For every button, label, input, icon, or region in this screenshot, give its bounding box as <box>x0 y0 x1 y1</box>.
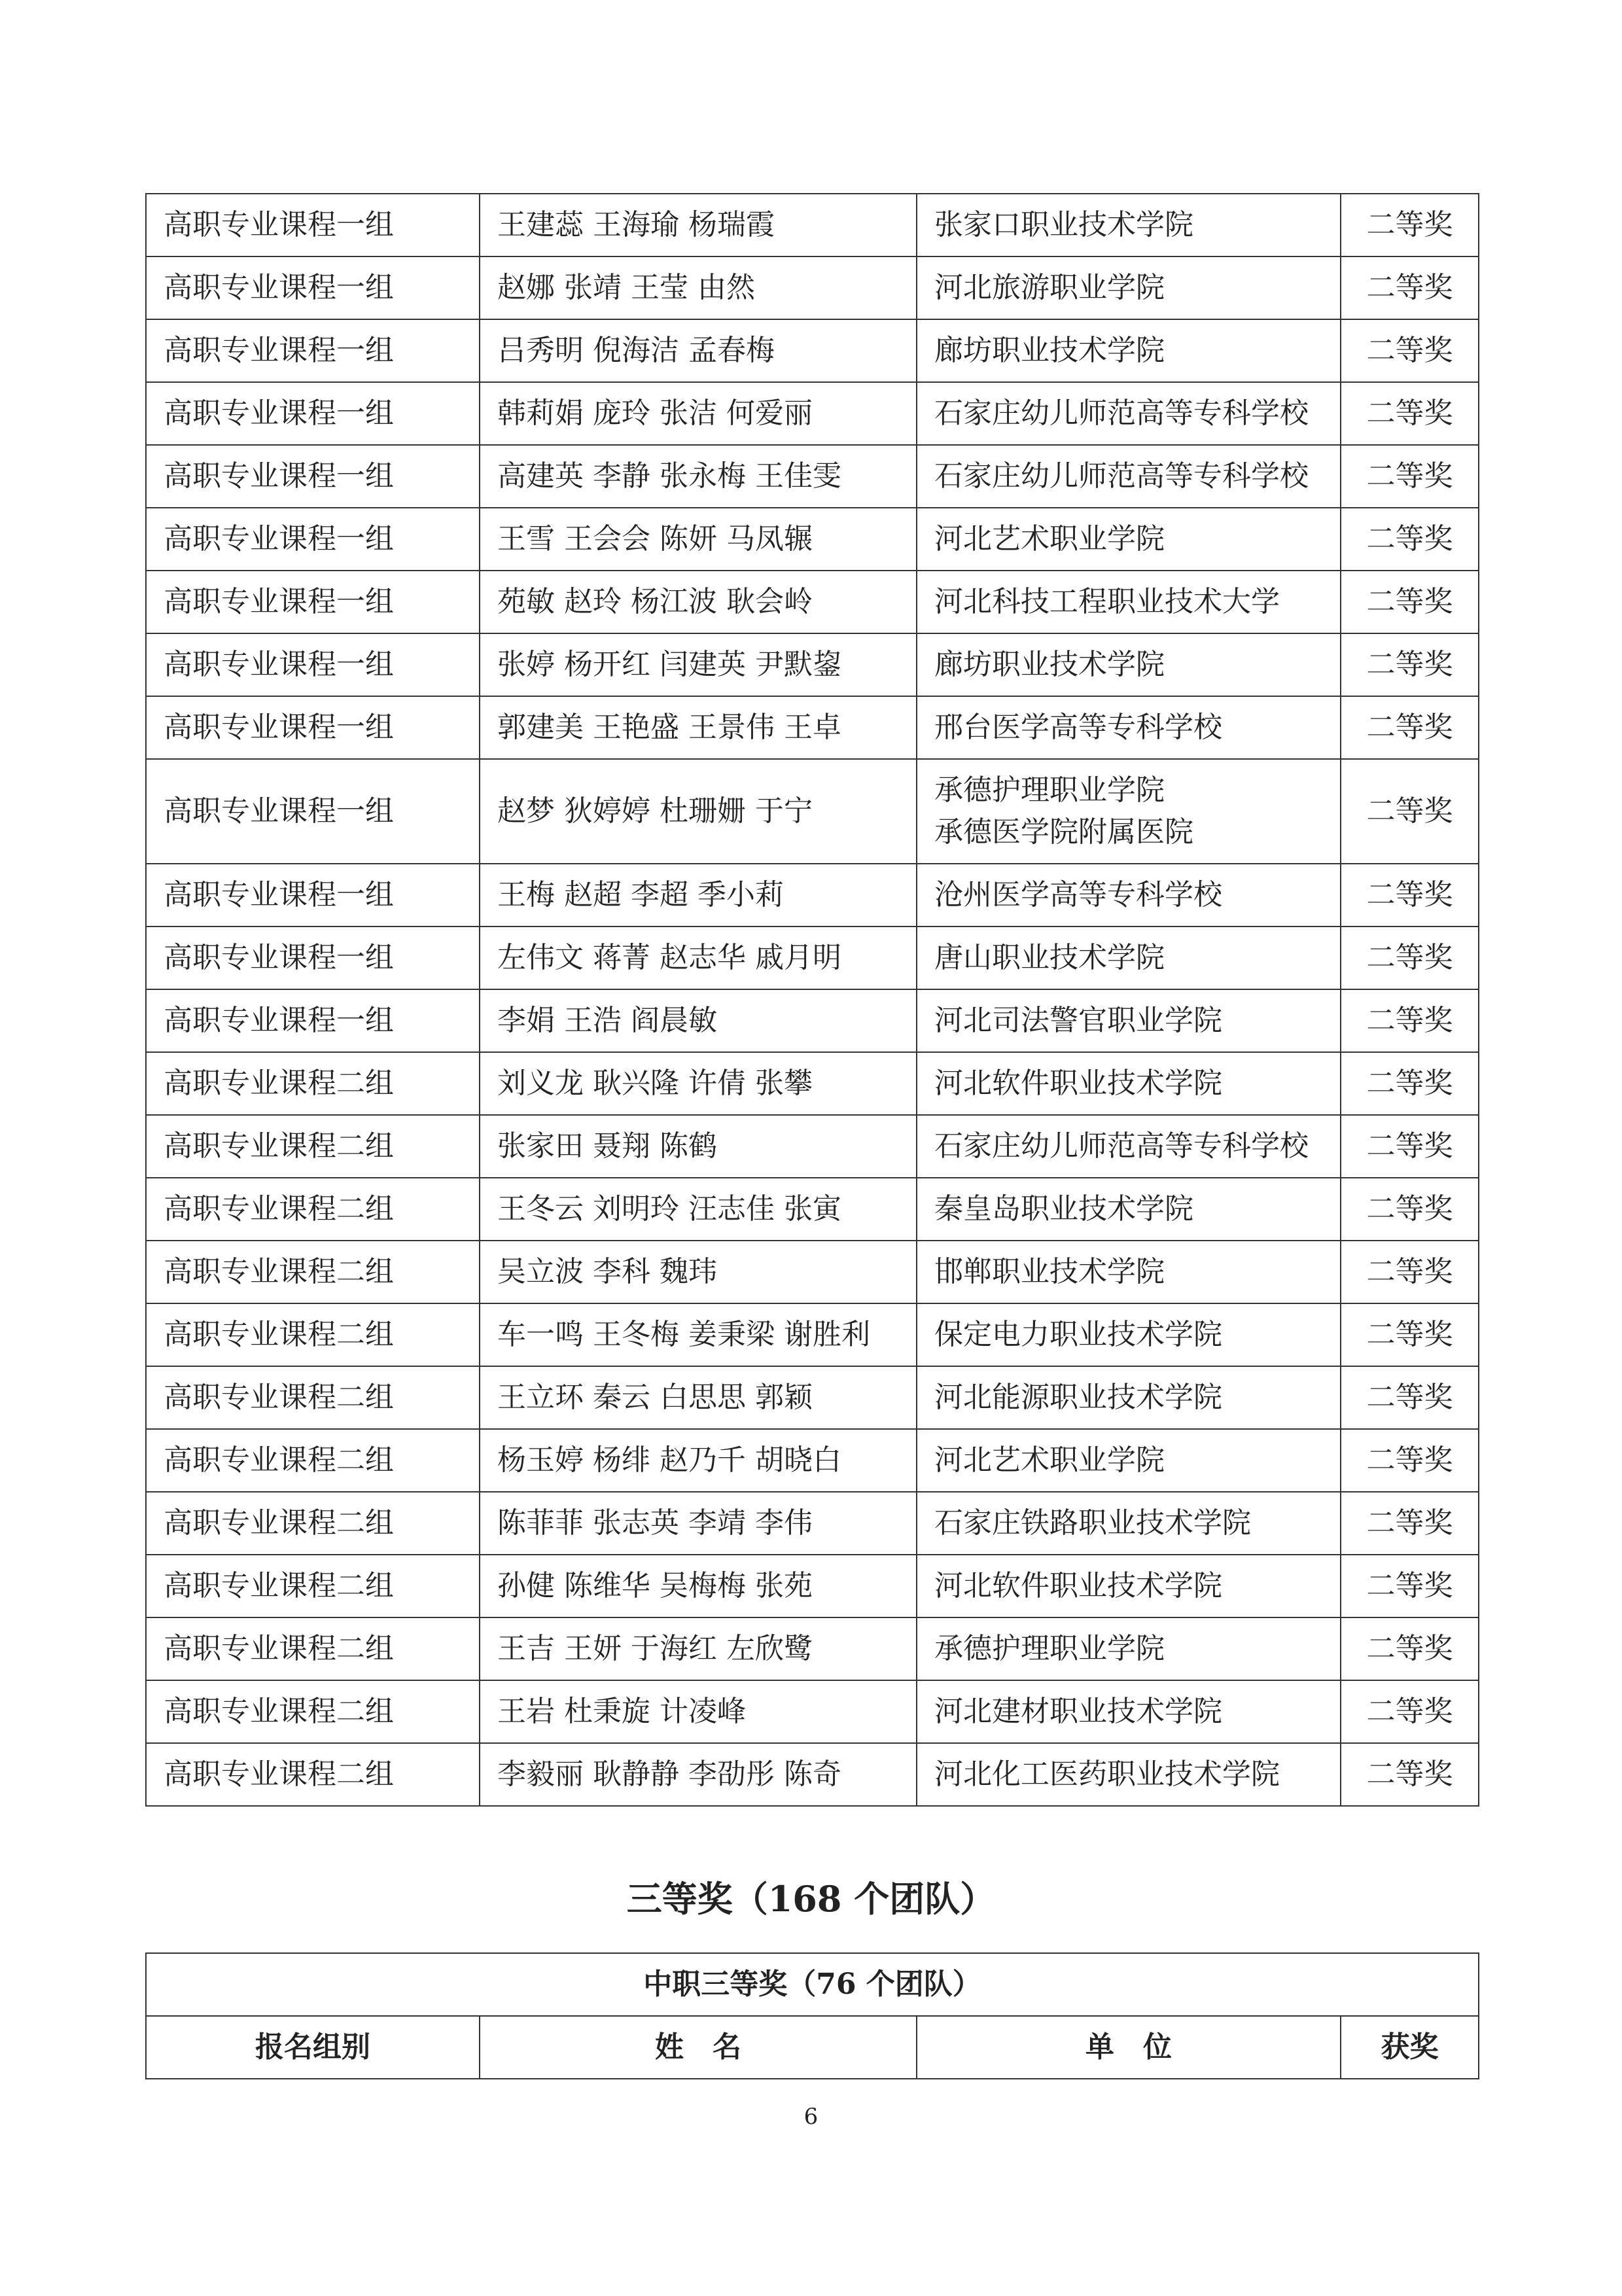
table-row <box>146 256 1479 319</box>
cell-award: 二等奖 <box>1341 508 1479 571</box>
table-row <box>146 1366 1479 1429</box>
cell-group: 高职专业课程一组 <box>146 759 480 864</box>
table-row <box>146 1241 1479 1303</box>
header-names: 姓 名 <box>480 2016 917 2079</box>
cell-names: 孙健 陈维华 吴梅梅 张苑 <box>480 1555 917 1617</box>
table-row <box>146 382 1479 445</box>
cell-group: 高职专业课程一组 <box>146 927 480 989</box>
cell-award: 二等奖 <box>1341 1680 1479 1743</box>
cell-names: 王岩 杜秉旋 计凌峰 <box>480 1680 917 1743</box>
cell-unit: 石家庄幼儿师范高等专科学校 <box>917 1115 1341 1178</box>
cell-group: 高职专业课程一组 <box>146 319 480 382</box>
cell-unit: 河北科技工程职业技术大学 <box>917 571 1341 633</box>
cell-group: 高职专业课程二组 <box>146 1115 480 1178</box>
cell-unit: 河北旅游职业学院 <box>917 256 1341 319</box>
cell-names: 王梅 赵超 李超 季小莉 <box>480 864 917 927</box>
section-heading: 三等奖（168 个团队） <box>626 1878 996 1920</box>
table-row <box>146 1178 1479 1241</box>
cell-award: 二等奖 <box>1341 1429 1479 1492</box>
cell-group: 高职专业课程一组 <box>146 633 480 696</box>
table-row <box>146 633 1479 696</box>
cell-unit <box>917 759 1341 864</box>
cell-group: 高职专业课程一组 <box>146 571 480 633</box>
cell-award: 二等奖 <box>1341 989 1479 1052</box>
table-row <box>146 319 1479 382</box>
cell-group: 高职专业课程一组 <box>146 445 480 508</box>
cell-award: 二等奖 <box>1341 1178 1479 1241</box>
cell-unit: 石家庄铁路职业技术学院 <box>917 1492 1341 1555</box>
cell-names: 刘义龙 耿兴隆 许倩 张攀 <box>480 1052 917 1115</box>
cell-unit: 石家庄幼儿师范高等专科学校 <box>917 445 1341 508</box>
cell-names: 吕秀明 倪海洁 孟春梅 <box>480 319 917 382</box>
table-row <box>146 1680 1479 1743</box>
cell-group: 高职专业课程二组 <box>146 1241 480 1303</box>
cell-group: 高职专业课程一组 <box>146 989 480 1052</box>
cell-award: 二等奖 <box>1341 696 1479 759</box>
cell-names: 赵梦 狄婷婷 杜珊姗 于宁 <box>480 759 917 864</box>
cell-names: 王冬云 刘明玲 汪志佳 张寅 <box>480 1178 917 1241</box>
cell-unit: 河北软件职业技术学院 <box>917 1555 1341 1617</box>
table-row <box>146 1429 1479 1492</box>
unit-line: 承德护理职业学院 <box>934 773 1165 807</box>
cell-names: 李娟 王浩 阎晨敏 <box>480 989 917 1052</box>
cell-award: 二等奖 <box>1341 445 1479 508</box>
cell-names: 赵娜 张靖 王莹 由然 <box>480 256 917 319</box>
cell-award: 二等奖 <box>1341 1617 1479 1680</box>
cell-group: 高职专业课程一组 <box>146 194 480 256</box>
cell-unit: 秦皇岛职业技术学院 <box>917 1178 1341 1241</box>
header-award: 获奖 <box>1341 2016 1479 2079</box>
cell-award: 二等奖 <box>1341 927 1479 989</box>
cell-unit: 河北艺术职业学院 <box>917 508 1341 571</box>
table-row <box>146 1743 1479 1806</box>
cell-group: 高职专业课程一组 <box>146 256 480 319</box>
table-row <box>146 1115 1479 1178</box>
cell-award: 二等奖 <box>1341 571 1479 633</box>
cell-names: 郭建美 王艳盛 王景伟 王卓 <box>480 696 917 759</box>
cell-names: 王建蕊 王海瑜 杨瑞霞 <box>480 194 917 256</box>
table-row <box>146 989 1479 1052</box>
header-group: 报名组别 <box>146 2016 480 2079</box>
cell-names: 张家田 聂翔 陈鹤 <box>480 1115 917 1178</box>
awards-table <box>145 193 1479 1807</box>
cell-group: 高职专业课程二组 <box>146 1429 480 1492</box>
cell-unit: 河北化工医药职业技术学院 <box>917 1743 1341 1806</box>
header-row <box>146 2016 1479 2079</box>
cell-award: 二等奖 <box>1341 1241 1479 1303</box>
third-prize-table <box>145 1952 1479 2079</box>
page-number: 6 <box>803 2104 819 2130</box>
cell-unit: 河北司法警官职业学院 <box>917 989 1341 1052</box>
cell-group: 高职专业课程二组 <box>146 1555 480 1617</box>
cell-names: 张婷 杨开红 闫建英 尹默鋆 <box>480 633 917 696</box>
cell-names: 王雪 王会会 陈妍 马凤辗 <box>480 508 917 571</box>
cell-names: 李毅丽 耿静静 李劭彤 陈奇 <box>480 1743 917 1806</box>
cell-unit: 张家口职业技术学院 <box>917 194 1341 256</box>
cell-names: 王立环 秦云 白思思 郭颖 <box>480 1366 917 1429</box>
cell-award: 二等奖 <box>1341 1052 1479 1115</box>
cell-group: 高职专业课程一组 <box>146 864 480 927</box>
table-row <box>146 1303 1479 1366</box>
cell-names: 左伟文 蒋菁 赵志华 戚月明 <box>480 927 917 989</box>
awards-table-body <box>146 194 1479 1806</box>
table-row <box>146 696 1479 759</box>
table-row <box>146 194 1479 256</box>
cell-award: 二等奖 <box>1341 1115 1479 1178</box>
cell-award: 二等奖 <box>1341 1366 1479 1429</box>
subsection-title: 中职三等奖（76 个团队） <box>146 1953 1479 2016</box>
cell-unit: 承德护理职业学院 <box>917 1617 1341 1680</box>
cell-names: 吴立波 李科 魏玮 <box>480 1241 917 1303</box>
cell-group: 高职专业课程二组 <box>146 1743 480 1806</box>
cell-unit: 河北软件职业技术学院 <box>917 1052 1341 1115</box>
cell-award: 二等奖 <box>1341 864 1479 927</box>
cell-unit: 石家庄幼儿师范高等专科学校 <box>917 382 1341 445</box>
cell-unit: 廊坊职业技术学院 <box>917 633 1341 696</box>
cell-unit: 沧州医学高等专科学校 <box>917 864 1341 927</box>
cell-names: 苑敏 赵玲 杨江波 耿会岭 <box>480 571 917 633</box>
cell-unit: 邢台医学高等专科学校 <box>917 696 1341 759</box>
header-unit: 单 位 <box>917 2016 1341 2079</box>
cell-award: 二等奖 <box>1341 759 1479 864</box>
cell-names: 韩莉娟 庞玲 张洁 何爱丽 <box>480 382 917 445</box>
table-row <box>146 508 1479 571</box>
cell-unit: 河北建材职业技术学院 <box>917 1680 1341 1743</box>
cell-award: 二等奖 <box>1341 633 1479 696</box>
cell-group: 高职专业课程二组 <box>146 1178 480 1241</box>
cell-group: 高职专业课程二组 <box>146 1492 480 1555</box>
subsection-title-row <box>146 1953 1479 2016</box>
cell-award: 二等奖 <box>1341 319 1479 382</box>
table-row <box>146 1555 1479 1617</box>
cell-names: 杨玉婷 杨绯 赵乃千 胡晓白 <box>480 1429 917 1492</box>
cell-names: 王吉 王妍 于海红 左欣鹭 <box>480 1617 917 1680</box>
table-row <box>146 571 1479 633</box>
cell-unit: 唐山职业技术学院 <box>917 927 1341 989</box>
table-row <box>146 759 1479 864</box>
table-row <box>146 1617 1479 1680</box>
unit-line: 承德医学院附属医院 <box>934 815 1193 849</box>
cell-group: 高职专业课程一组 <box>146 696 480 759</box>
cell-unit: 邯郸职业技术学院 <box>917 1241 1341 1303</box>
cell-names: 高建英 李静 张永梅 王佳雯 <box>480 445 917 508</box>
cell-group: 高职专业课程二组 <box>146 1617 480 1680</box>
table-row <box>146 1492 1479 1555</box>
cell-group: 高职专业课程二组 <box>146 1303 480 1366</box>
cell-group: 高职专业课程一组 <box>146 508 480 571</box>
cell-award: 二等奖 <box>1341 382 1479 445</box>
cell-group: 高职专业课程一组 <box>146 382 480 445</box>
cell-award: 二等奖 <box>1341 1555 1479 1617</box>
cell-award: 二等奖 <box>1341 1743 1479 1806</box>
cell-group: 高职专业课程二组 <box>146 1680 480 1743</box>
cell-award: 二等奖 <box>1341 1492 1479 1555</box>
cell-unit: 河北艺术职业学院 <box>917 1429 1341 1492</box>
cell-group: 高职专业课程二组 <box>146 1052 480 1115</box>
cell-unit: 保定电力职业技术学院 <box>917 1303 1341 1366</box>
table-row <box>146 1052 1479 1115</box>
cell-group: 高职专业课程二组 <box>146 1366 480 1429</box>
cell-unit: 河北能源职业技术学院 <box>917 1366 1341 1429</box>
cell-award: 二等奖 <box>1341 194 1479 256</box>
cell-award: 二等奖 <box>1341 256 1479 319</box>
cell-names: 陈菲菲 张志英 李靖 李伟 <box>480 1492 917 1555</box>
table-row <box>146 927 1479 989</box>
cell-names: 车一鸣 王冬梅 姜秉梁 谢胜利 <box>480 1303 917 1366</box>
cell-award: 二等奖 <box>1341 1303 1479 1366</box>
table-row <box>146 864 1479 927</box>
cell-unit: 廊坊职业技术学院 <box>917 319 1341 382</box>
table-row <box>146 445 1479 508</box>
